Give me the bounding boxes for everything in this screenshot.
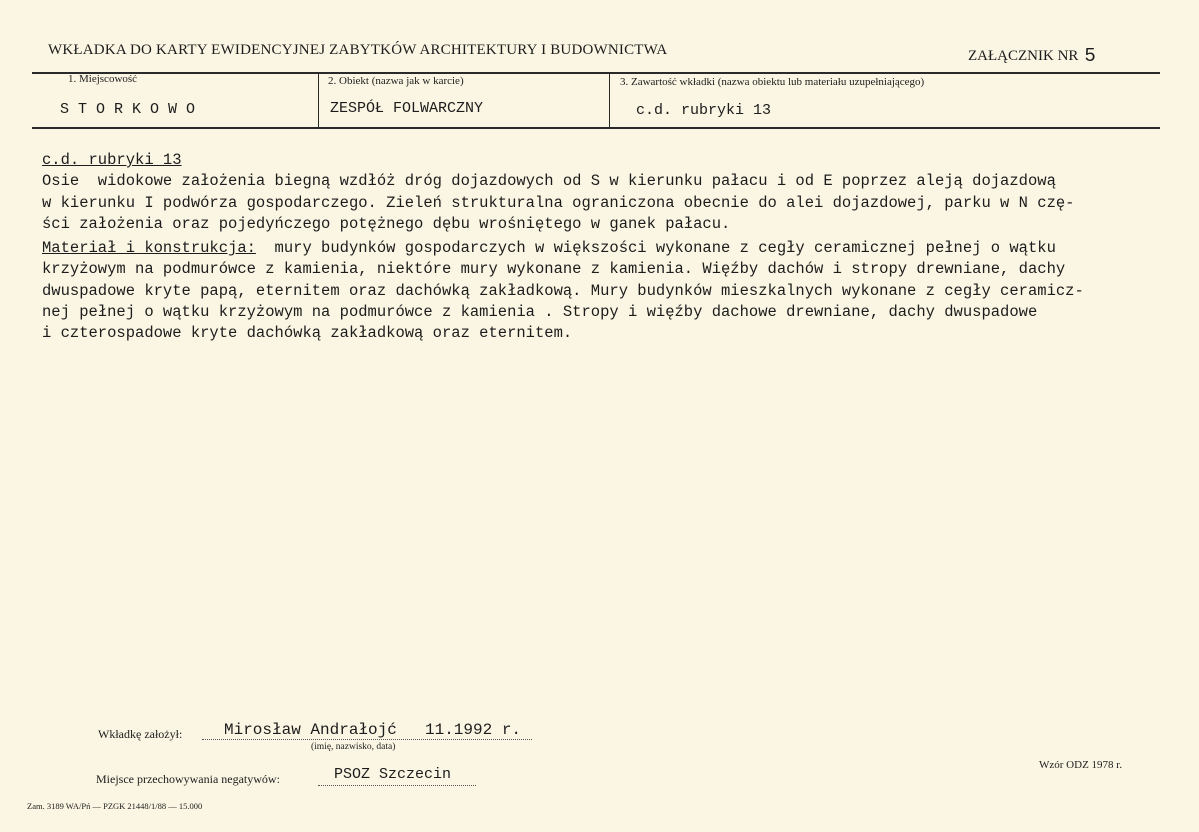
table-divider-2 — [609, 73, 610, 128]
section2-line: nej pełnej o wątku krzyżowym na podmurówce z kamienia . Stropy i więźby dachowe drewniane, dachy dwuspadowe — [42, 303, 1038, 322]
section2-line-rest: mury budynków gospodarczych w większości wykonane z cegły ceramicznej pełnej o wątku — [255, 239, 1056, 258]
section1-line: ści założenia oraz pojedyńczego potężnego dębu wrośniętego w ganek pałacu. — [42, 214, 731, 233]
object-value: ZESPÓŁ FOLWARCZNY — [330, 100, 484, 117]
print-info: Zam. 3189 WA/Pń — PZGK 21448/1/88 — 15.000 — [27, 801, 203, 811]
storage-value: PSOZ Szczecin — [334, 766, 452, 783]
document-title: WKŁADKA DO KARTY EWIDENCYJNEJ ZABYTKÓW ARCHITEKTURY I BUDOWNICTWA — [48, 42, 668, 58]
location-value: S T O R K O W O — [60, 101, 196, 118]
attachment-number: 5 — [1084, 45, 1096, 67]
location-label: 1. Miejscowość — [68, 73, 138, 85]
table-divider-1 — [318, 73, 319, 128]
founder-date: 11.1992 r. — [425, 721, 522, 739]
storage-label: Miejsce przechowywania negatywów: — [96, 772, 280, 786]
section1-heading: c.d. rubryki 13 — [42, 151, 182, 169]
content-value: c.d. rubryki 13 — [636, 102, 772, 119]
object-label: 2. Obiekt (nazwa jak w karcie) — [328, 75, 464, 87]
form-model: Wzór ODZ 1978 r. — [1039, 759, 1123, 771]
body-text — [42, 150, 1162, 345]
section2-first-line — [42, 238, 1162, 259]
section1-line: w kierunku I podwórza gospodarczego. Zieleń strukturalna ograniczona obecnie do alei dojazdowej, parku w N czę- — [42, 193, 1075, 212]
section1-line: Osie widokowe założenia biegną wzdłóż dróg dojazdowych od S w kierunku pałacu i od E poprzez aleją dojazdową — [42, 172, 1056, 191]
section2-line: krzyżowym na podmurówce z kamienia, niektóre mury wykonane z kamienia. Więźby dachów i stropy drewniane, dachy — [42, 260, 1066, 279]
attachment-label — [968, 44, 1096, 66]
section2-line: dwuspadowe kryte papą, eternitem oraz dachówką zakładkową. Mury budynków mieszkalnych wykonane z cegły ceramicz- — [42, 281, 1084, 300]
founder-hint: (imię, nazwisko, data) — [311, 742, 396, 752]
section2-line: i czterospadowe kryte dachówką zakładkową oraz eternitem. — [42, 324, 573, 343]
attachment-label-text: ZAŁĄCZNIK NR — [968, 48, 1079, 64]
table-bottom-rule — [32, 127, 1160, 129]
storage-line — [318, 784, 476, 786]
content-label: 3. Zawartość wkładki (nazwa obiektu lub materiału uzupełniającego) — [620, 76, 925, 88]
founder-label: Wkładkę założył: — [98, 727, 183, 741]
section2-heading: Materiał i konstrukcja: — [42, 239, 256, 258]
founder-value: Mirosław Andrałojć — [224, 721, 397, 739]
table-top-rule — [32, 72, 1160, 74]
